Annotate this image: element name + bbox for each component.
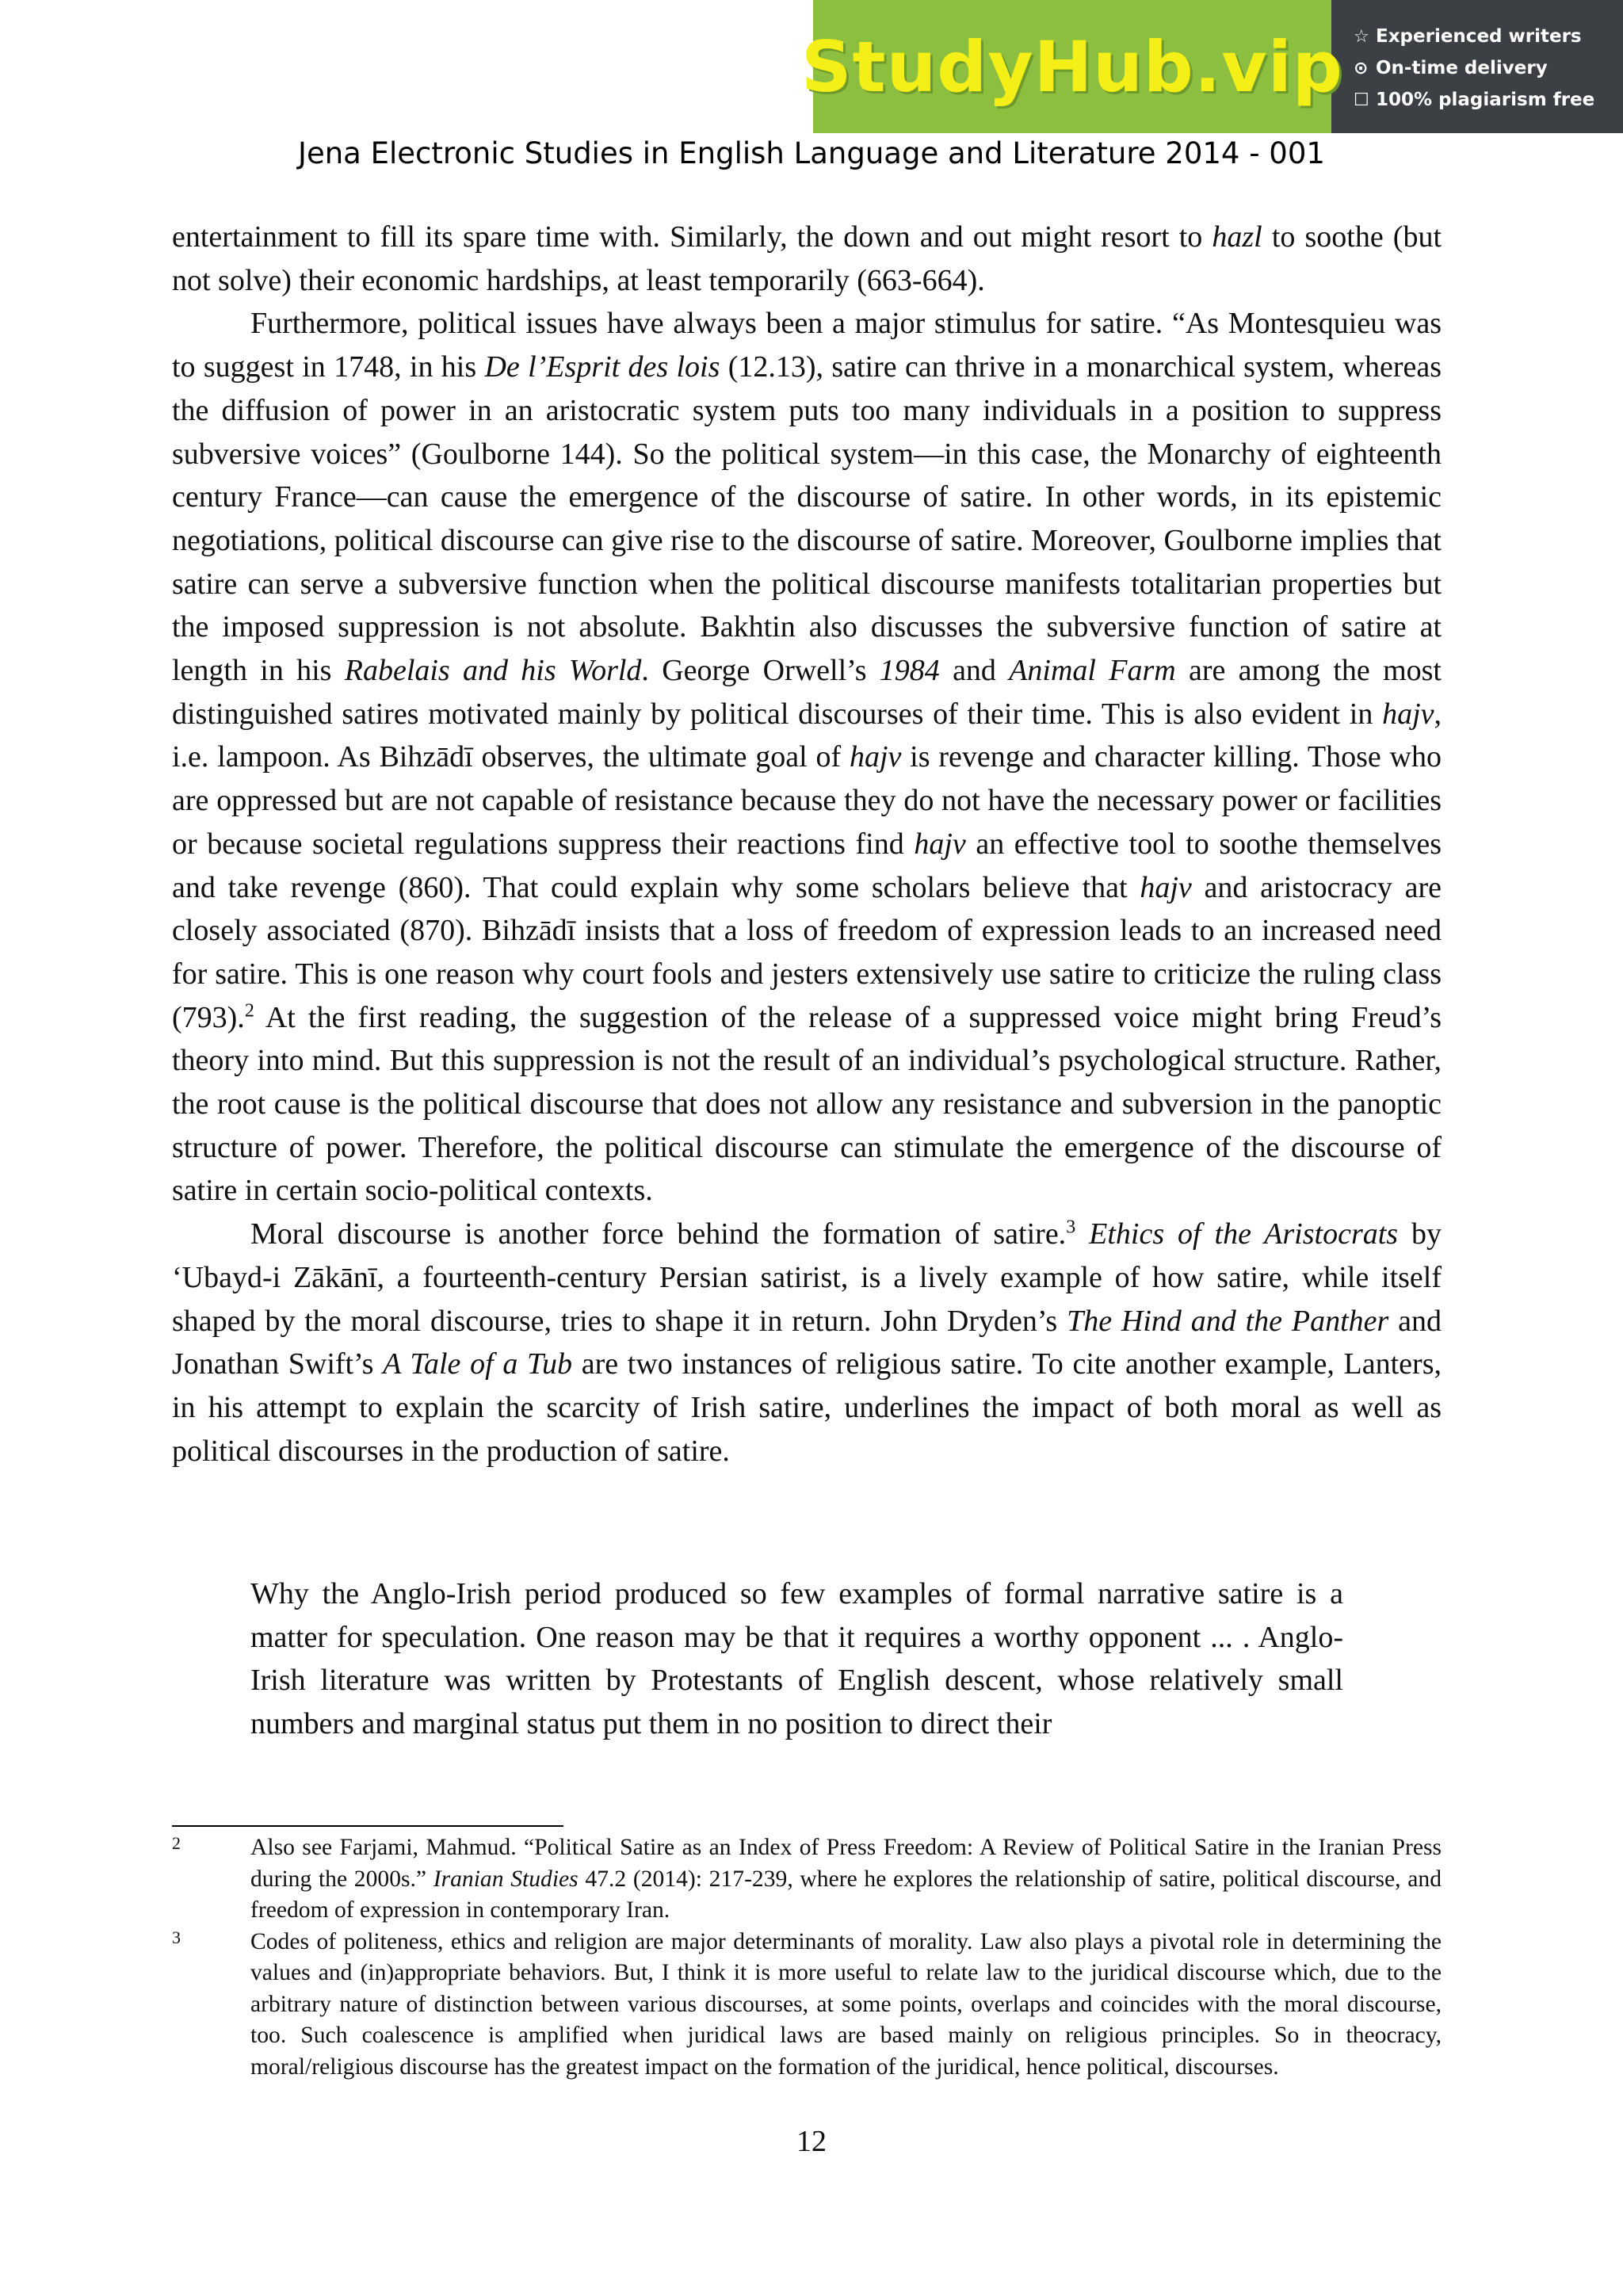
footnote-3 <box>172 1927 1442 2084</box>
journal-header: Jena Electronic Studies in English Language and Literature 2014 - 001 <box>298 136 1325 170</box>
feature-list <box>1354 21 1615 116</box>
logo-text: StudyHub.vip <box>801 25 1343 108</box>
footnote-number: 2 <box>172 1833 181 1853</box>
footnote-number: 3 <box>172 1927 181 1947</box>
page-number: 12 <box>796 2125 827 2158</box>
feature-experienced-writers <box>1354 21 1615 52</box>
star-icon: ☆ <box>1354 26 1369 47</box>
footnote-text: Also see Farjami, Mahmud. “Political Satire as an Index of Press Freedom: A Review of Political Satire in the Iranian Press during the 2000s.” Iranian Studies 47.2 (2014): 217-239, where he explores the relationship of satire, political discourse, and freedom of expression in contemporary Iran. <box>250 1835 1442 1923</box>
feature-label: Experienced writers <box>1376 26 1582 47</box>
paragraph-2: Furthermore, political issues have always been a major stimulus for satire. “As Montesquieu was to suggest in 1748, in his De l’Esprit des lois (12.13), satire can thrive in a monarchical system, whereas the diffusion of power in an aristocratic system puts too many individuals in a position to suppress subversive voices” (Goulborne 144). So the political system—in this case, the Monarchy of eighteenth century France—can cause the emergence of the discourse of satire. In other words, in its epistemic negotiations, political discourse can give rise to the discourse of satire. Moreover, Goulborne implies that satire can serve a subversive function when the political discourse manifests totalitarian properties but the imposed suppression is not absolute. Bakhtin also discusses the subversive function of satire at length in his Rabelais and his World. George Orwell’s 1984 and Animal Farm are among the most distinguished satires motivated mainly by political discourses of their time. This is also evident in hajv, i.e. lampoon. As Bihzādī observes, the ultimate goal of hajv is revenge and character killing. Those who are oppressed but are not capable of resistance because they do not have the necessary power or facilities or because societal regulations suppress their reactions find hajv an effective tool to soothe themselves and take revenge (860). That could explain why some scholars believe that hajv and aristocracy are closely associated (870). Bihzādī insists that a loss of freedom of expression leads to an increased need for satire. This is one reason why court fools and jesters extensively use satire to criticize the ruling class (793).$^2$ At the first reading, the suggestion of the release of a suppressed voice might bring Freud’s theory into mind. But this suppression is not the result of an individual’s psychological structure. Rather, the root cause is the political discourse that does not allow any resistance and subversion in the panoptic structure of power. Therefore, the political discourse can stimulate the emergence of the discourse of satire in certain socio-political contexts. <box>172 307 1442 1208</box>
studyhub-banner[interactable] <box>801 0 1623 133</box>
body-text <box>172 216 1442 1473</box>
block-quote: Why the Anglo-Irish period produced so few examples of formal narrative satire is a matter for speculation. One reason may be that it requires a worthy opponent ... . Anglo-Irish literature was written by Protestants of English descent, whose relatively small numbers and marginal status put them in no position to direct their <box>250 1577 1343 1741</box>
studyhub-logo[interactable] <box>801 0 1343 133</box>
footnote-text: Codes of politeness, ethics and religion are major determinants of morality. Law also plays a pivotal role in determining the values and (in)appropriate behaviors. But, I think it is more useful to relate law to the juridical discourse which, due to the arbitrary nature of distinction between various discourses, at some points, overlaps and coincides with the moral discourse, too. Such coalescence is amplified when juridical laws are based mainly on religious principles. So in theocracy, moral/religious discourse has the greatest impact on the formation of the juridical, hence political, discourses. <box>250 1928 1442 2080</box>
clock-icon: ⊙ <box>1354 58 1369 78</box>
feature-label: On-time delivery <box>1376 58 1548 78</box>
footnotes <box>172 1832 1442 2083</box>
footnote-2 <box>172 1832 1442 1927</box>
paragraph-3: Moral discourse is another force behind the formation of satire.$^3$ Ethics of the Aristocrats by ‘Ubayd-i Zākānī, a fourteenth-century Persian satirist, is a lively example of how satire, while itself shaped by the moral discourse, tries to shape it in return. John Dryden’s The Hind and the Panther and Jonathan Swift’s A Tale of a Tub are two instances of religious satire. To cite another example, Lanters, in his attempt to explain the scarcity of Irish satire, underlines the impact of both moral as well as political discourses in the production of satire. <box>172 1217 1442 1468</box>
paragraph-1: entertainment to fill its spare time with. Similarly, the down and out might resort to hazl to soothe (but not solve) their economic hardships, at least temporarily (663-664). <box>172 220 1442 297</box>
feature-on-time-delivery <box>1354 52 1615 84</box>
footnote-divider <box>172 1825 563 1827</box>
document-check-icon: ☐ <box>1354 90 1369 110</box>
feature-plagiarism-free <box>1354 84 1615 116</box>
feature-label: 100% plagiarism free <box>1376 90 1595 110</box>
